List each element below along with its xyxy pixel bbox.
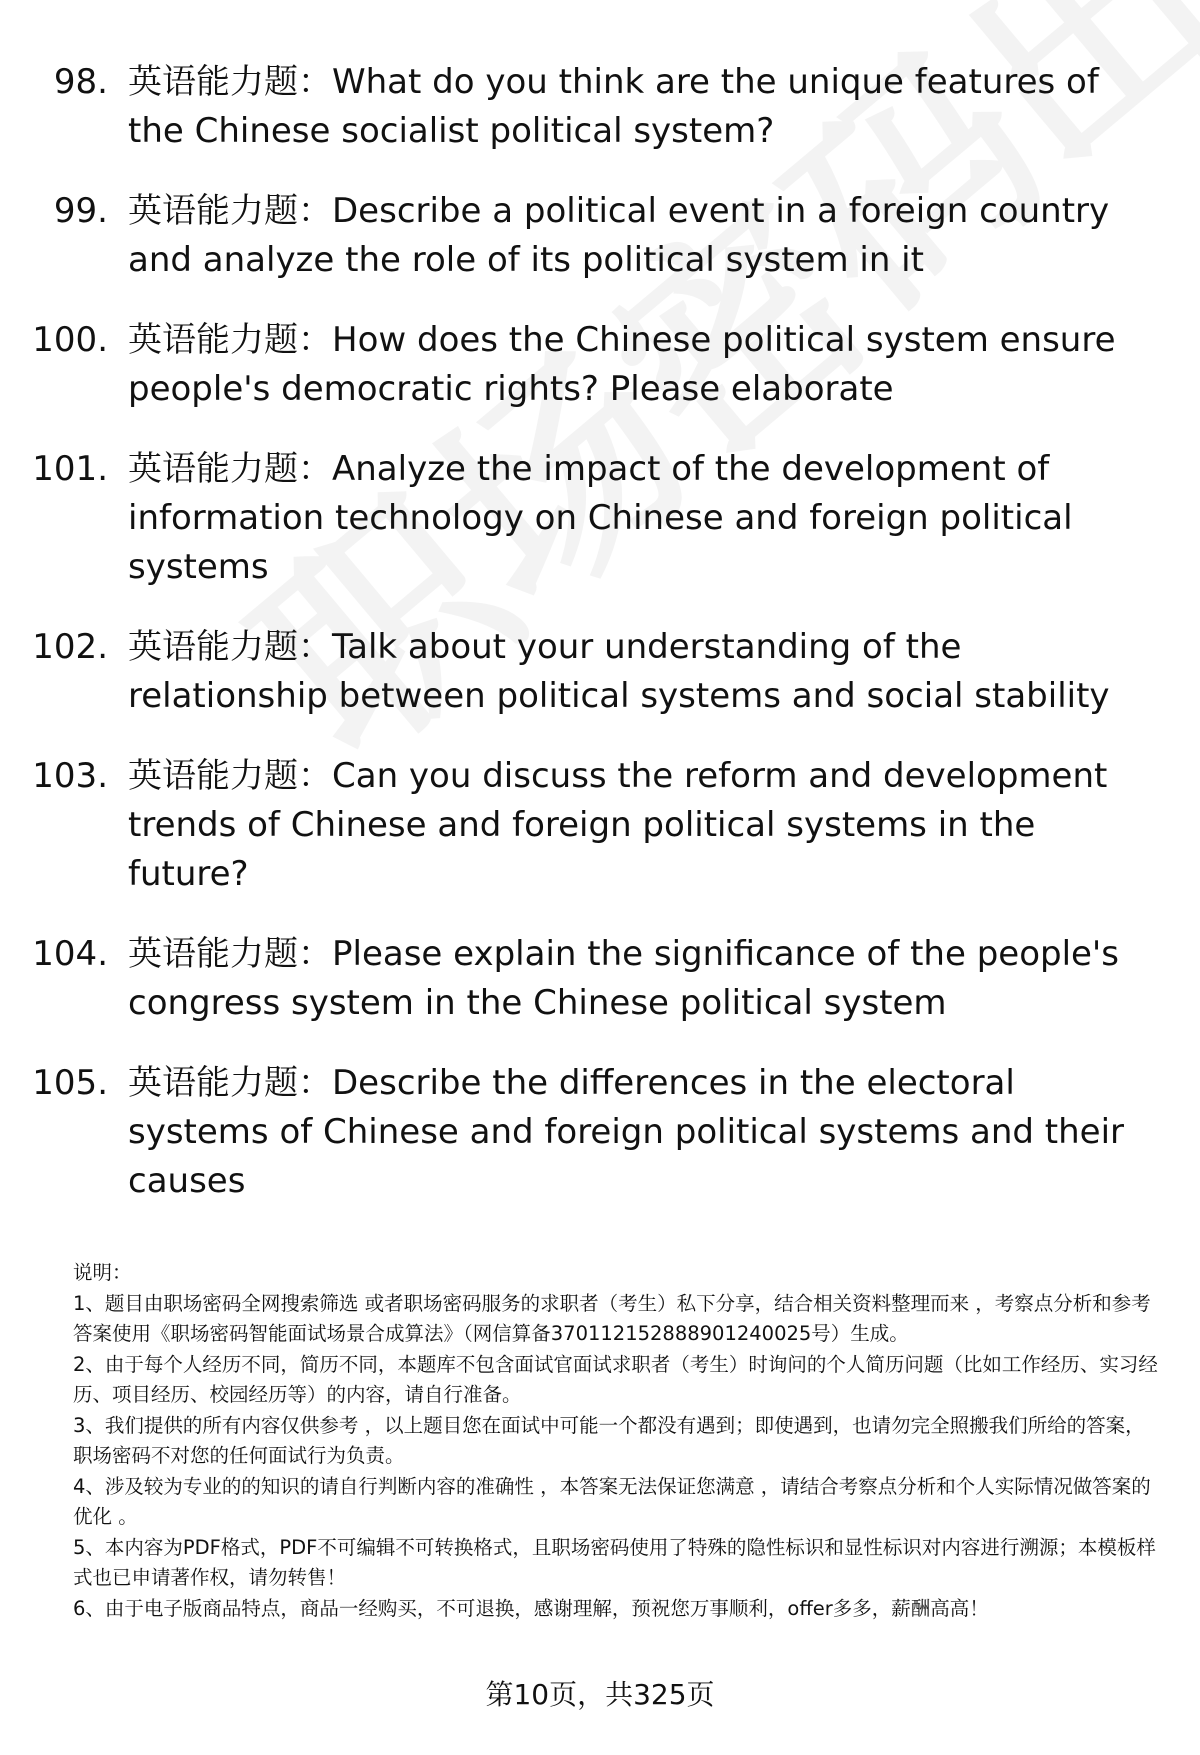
question-prefix: 英语能力题： [128, 627, 332, 667]
question-text: Talk about your understanding of the relationship between political systems and social stability [128, 627, 1110, 716]
question-item [0, 58, 1200, 156]
question-body [128, 316, 1138, 414]
note-item: 1、题目由职场密码全网搜索筛选 或者职场密码服务的求职者（考生）私下分享，结合相关资料整理而来 ，考察点分析和参考答案使用《职场密码智能面试场景合成算法》（网信算备370112152888901240025号）生成。 [73, 1291, 1151, 1345]
question-body [128, 752, 1138, 899]
note-item: 4、涉及较为专业的的知识的请自行判断内容的准确性 ，本答案无法保证您满意 ，请结合考察点分析和个人实际情况做答案的优化 。 [73, 1474, 1151, 1528]
question-item [0, 752, 1200, 899]
question-prefix: 英语能力题： [128, 756, 332, 796]
question-body [128, 58, 1138, 156]
note-item: 5、本内容为PDF格式，PDF不可编辑不可转换格式，且职场密码使用了特殊的隐性标识和显性标识对内容进行溯源；本模板样式也已申请著作权，请勿转售！ [73, 1535, 1156, 1589]
notes-section [73, 1258, 1163, 1624]
question-list [0, 58, 1200, 1237]
question-item [0, 187, 1200, 285]
question-item [0, 623, 1200, 721]
question-number: 100. [32, 320, 108, 360]
question-number: 102. [32, 627, 108, 667]
question-number: 104. [32, 934, 108, 974]
page-number-footer: 第10页，共325页 [485, 1678, 715, 1711]
question-body [128, 930, 1138, 1028]
question-number: 103. [32, 756, 108, 796]
question-text: Describe the differences in the electoral systems of Chinese and foreign political systems and their causes [128, 1063, 1125, 1201]
question-item [0, 316, 1200, 414]
note-item: 2、由于每个人经历不同，简历不同，本题库不包含面试官面试求职者（考生）时询问的个人简历问题（比如工作经历、实习经历、项目经历、校园经历等）的内容，请自行准备。 [73, 1352, 1158, 1406]
question-text: Describe a political event in a foreign country and analyze the role of its political system in it [128, 191, 1110, 280]
question-item [0, 930, 1200, 1028]
question-number: 105. [32, 1063, 108, 1103]
notes-title: 说明： [73, 1261, 132, 1284]
question-prefix: 英语能力题： [128, 62, 332, 102]
note-item: 6、由于电子版商品特点，商品一经购买，不可退换，感谢理解，预祝您万事顺利，offer多多，薪酬高高！ [73, 1596, 989, 1620]
question-prefix: 英语能力题： [128, 1063, 332, 1103]
question-body [128, 187, 1138, 285]
note-item: 3、我们提供的所有内容仅供参考 ，以上题目您在面试中可能一个都没有遇到；即使遇到，也请勿完全照搬我们所给的答案，职场密码不对您的任何面试行为负责。 [73, 1413, 1145, 1467]
question-number: 101. [32, 449, 108, 489]
question-prefix: 英语能力题： [128, 934, 332, 974]
question-text: Can you discuss the reform and development trends of Chinese and foreign political systems in the future? [128, 756, 1108, 894]
question-prefix: 英语能力题： [128, 320, 332, 360]
question-body [128, 623, 1138, 721]
question-prefix: 英语能力题： [128, 449, 332, 489]
question-item [0, 445, 1200, 592]
question-text: What do you think are the unique features of the Chinese socialist political system? [128, 62, 1099, 151]
question-body [128, 1059, 1138, 1206]
question-number: 98. [53, 62, 108, 102]
question-prefix: 英语能力题： [128, 191, 332, 231]
question-number: 99. [53, 191, 108, 231]
question-body [128, 445, 1138, 592]
question-item [0, 1059, 1200, 1206]
question-text: Please explain the significance of the people's congress system in the Chinese political system [128, 934, 1119, 1023]
question-text: Analyze the impact of the development of information technology on Chinese and foreign political systems [128, 449, 1073, 587]
question-text: How does the Chinese political system ensure people's democratic rights? Please elaborate [128, 320, 1116, 409]
